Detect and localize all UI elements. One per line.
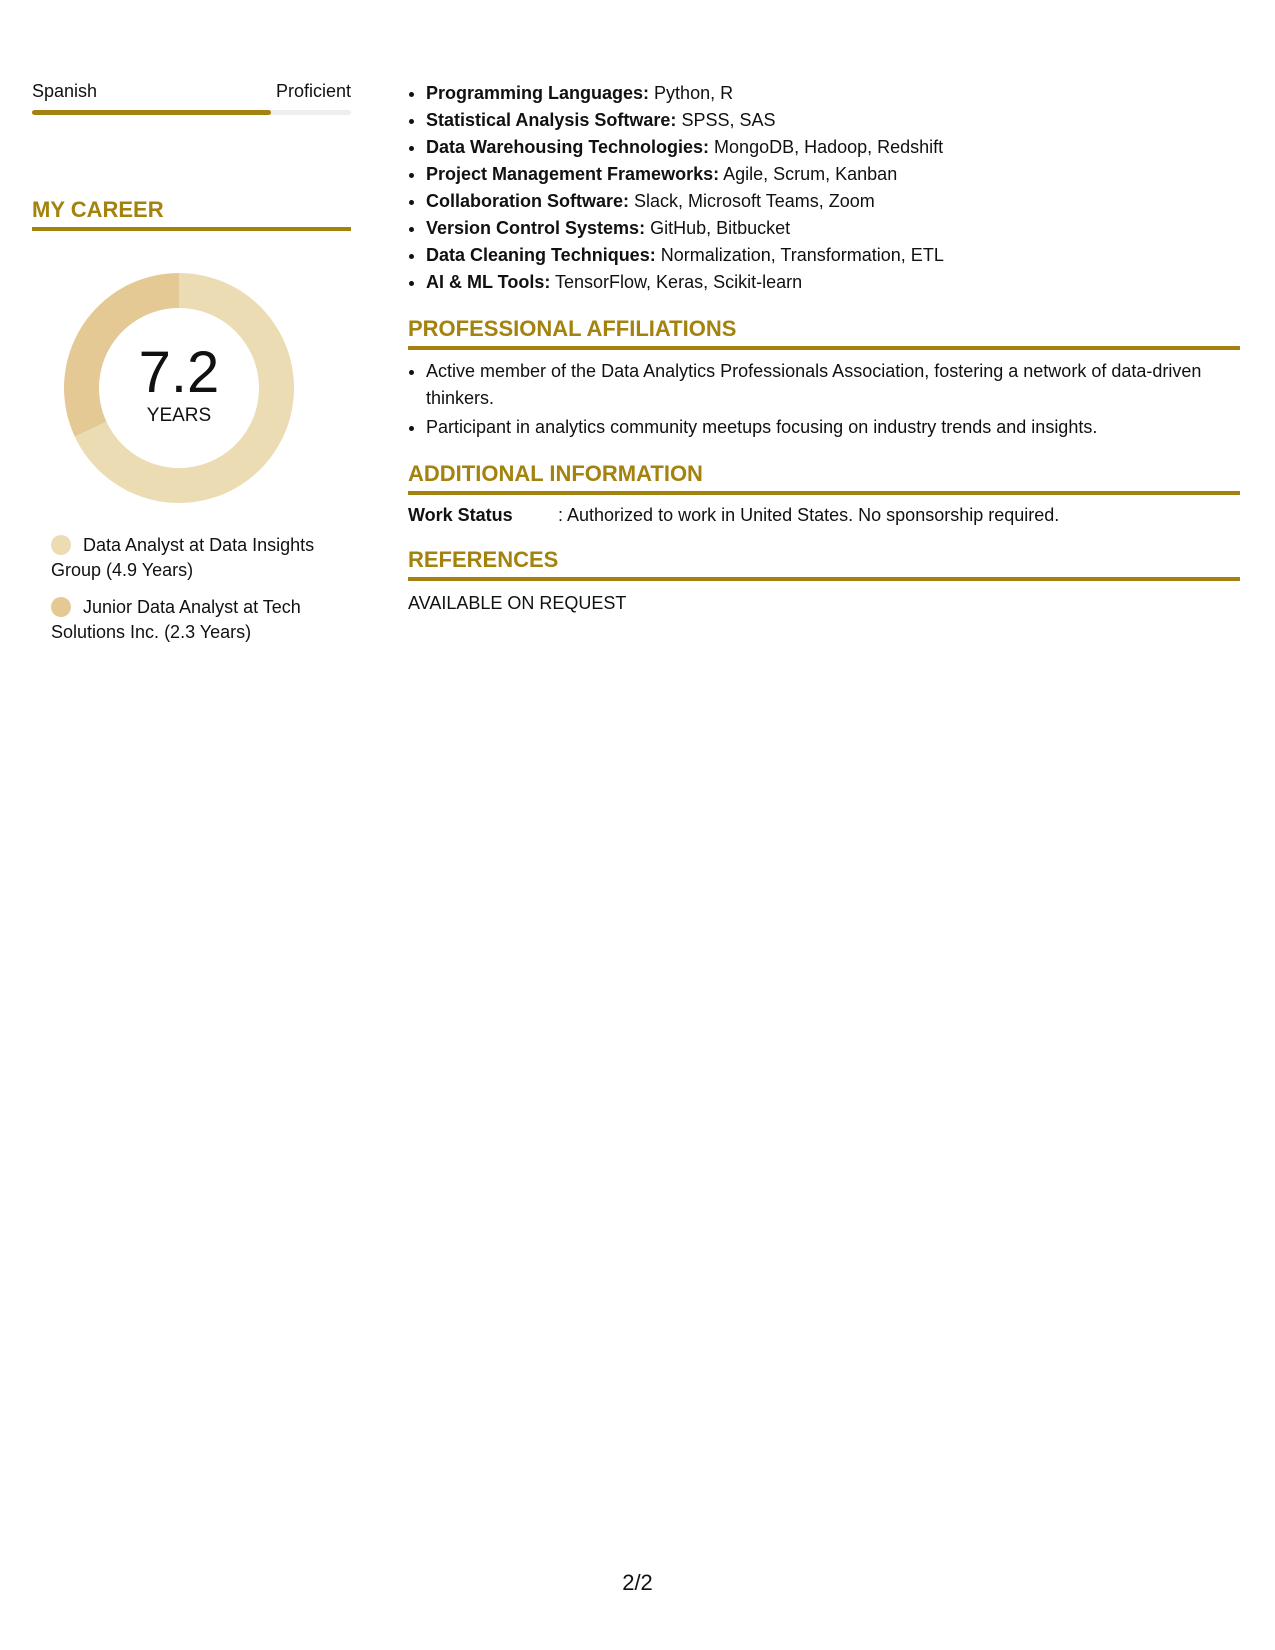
career-role-label: Junior Data Analyst at Tech Solutions Inc. (2.3 Years) — [51, 597, 301, 642]
skill-value: MongoDB, Hadoop, Redshift — [714, 137, 944, 157]
skill-item — [426, 107, 1240, 134]
skill-item — [426, 161, 1240, 188]
skill-name: Collaboration Software: — [426, 191, 630, 211]
skill-value: Normalization, Transformation, ETL — [660, 245, 944, 265]
legend-dot-icon — [51, 535, 71, 555]
skill-value: Slack, Microsoft Teams, Zoom — [634, 191, 875, 211]
affiliation-item: • Active member of the Data Analytics Professionals Association, fostering a network of data-driven thinkers. — [426, 358, 1240, 412]
career-total-years: 7.2 — [138, 340, 220, 405]
skill-name: Data Warehousing Technologies: — [426, 137, 710, 157]
career-legend-item — [51, 595, 351, 645]
language-level: Proficient — [275, 81, 351, 101]
career-section-title: MY CAREER — [32, 197, 351, 231]
language-proficiency-bar — [32, 110, 351, 115]
skill-value: SPSS, SAS — [681, 110, 776, 130]
work-status-row — [408, 503, 1240, 527]
skill-name: Programming Languages: — [426, 83, 650, 103]
skill-name: Statistical Analysis Software: — [426, 110, 677, 130]
skill-item — [426, 215, 1240, 242]
donut-center — [64, 340, 294, 427]
affiliations-section-title: PROFESSIONAL AFFILIATIONS — [408, 316, 1240, 350]
language-proficiency-fill — [32, 110, 271, 115]
sidebar — [32, 80, 351, 657]
career-donut-chart — [64, 273, 294, 503]
skill-value: GitHub, Bitbucket — [650, 218, 791, 238]
work-status-value: : Authorized to work in United States. No sponsorship required. — [558, 505, 1060, 525]
skill-item — [426, 242, 1240, 269]
skill-value: Agile, Scrum, Kanban — [723, 164, 898, 184]
skills-list — [408, 80, 1240, 296]
language-row — [32, 80, 351, 102]
skill-name: Project Management Frameworks: — [426, 164, 720, 184]
references-text: AVAILABLE ON REQUEST — [408, 593, 627, 613]
career-total-unit: YEARS — [146, 405, 212, 426]
page-number: 2/2 — [622, 1570, 653, 1595]
skill-name: Version Control Systems: — [426, 218, 646, 238]
skill-item — [426, 269, 1240, 296]
main-content — [408, 80, 1240, 615]
career-legend-item — [51, 533, 351, 583]
career-legend — [32, 533, 351, 645]
skill-value: TensorFlow, Keras, Scikit-learn — [555, 272, 803, 292]
career-role-label: Data Analyst at Data Insights Group (4.9 Years) — [51, 535, 315, 580]
legend-dot-icon — [51, 597, 71, 617]
skill-name: Data Cleaning Techniques: — [426, 245, 656, 265]
work-status-label: Work Status — [408, 505, 513, 525]
additional-info-section-title: ADDITIONAL INFORMATION — [408, 461, 1240, 495]
affiliation-item: • Participant in analytics community meetups focusing on industry trends and insights. — [426, 414, 1240, 441]
affiliations-list — [408, 358, 1240, 441]
language-item — [32, 80, 351, 115]
language-name: Spanish — [32, 81, 98, 101]
references-section-title: REFERENCES — [408, 547, 1240, 581]
skill-item — [426, 188, 1240, 215]
skill-value: Python, R — [654, 83, 734, 103]
skill-name: AI & ML Tools: — [426, 272, 551, 292]
skill-item — [426, 80, 1240, 107]
skill-item — [426, 134, 1240, 161]
